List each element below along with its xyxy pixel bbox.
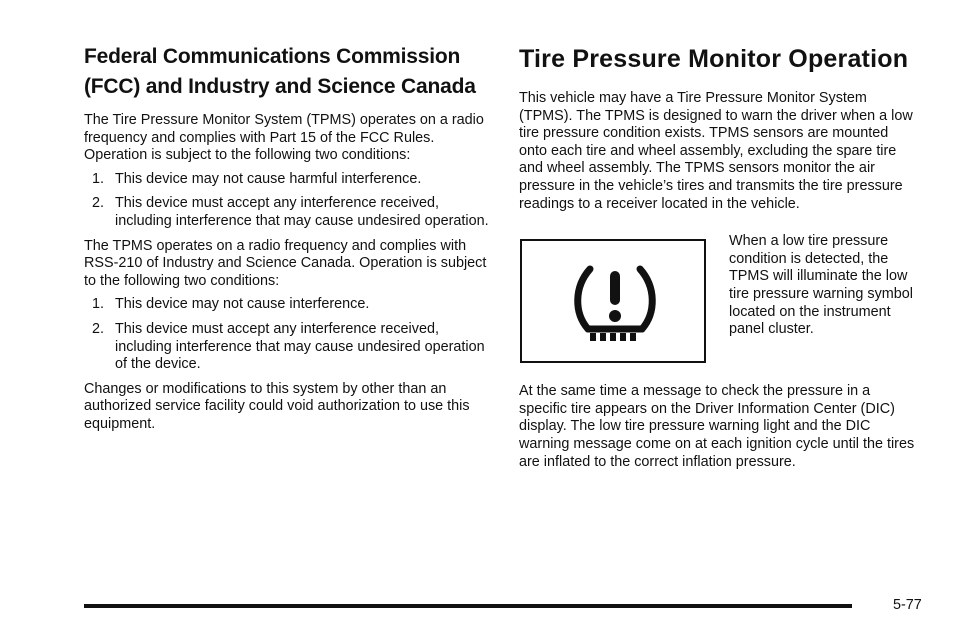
- list-item-text: This device may not cause interference.: [115, 296, 370, 313]
- fcc-conditions-list: [84, 171, 494, 231]
- closing-paragraph: Changes or modifications to this system by other than an authorized service facility could void authorization to use this equipment.: [84, 380, 470, 432]
- list-item-number: 1.: [92, 296, 105, 313]
- footer-divider: [84, 604, 852, 608]
- list-item-number: 2.: [92, 320, 105, 337]
- tpms-intro-paragraph: This vehicle may have a Tire Pressure Monitor System (TPMS). The TPMS is designed to warn the driver when a low tire pressure condition exists. TPMS sensors are mounted onto each tire and wheel assembly, excluding the spare tire and wheel assembly. The TPMS sensors monitor the air pressure in the vehicle’s tires and transmits the tire pressure readings to a receiver located in the vehicle.: [519, 90, 913, 212]
- list-item: [84, 296, 494, 314]
- tpms-figure-caption: When a low tire pressure condition is detected, the TPMS will illuminate the low tire pressure warning symbol located on the instrument panel cluster.: [729, 233, 913, 338]
- page-number: 5-77: [893, 597, 922, 613]
- tire-pressure-warning-icon: [570, 261, 660, 345]
- tpms-outro-paragraph: At the same time a message to check the pressure in a specific tire appears on the Driver Information Center (DIC) display. The low tire pressure warning light and the DIC warning message come on at each ignition cycle until the tires are inflated to the correct inflation pressure.: [519, 383, 915, 470]
- fcc-heading: Federal Communications Commission (FCC) and Industry and Science Canada: [84, 45, 476, 98]
- tpms-figure-row: [519, 233, 919, 373]
- list-item-number: 2.: [92, 195, 105, 212]
- rss-paragraph: The TPMS operates on a radio frequency and complies with RSS-210 of Industry and Science Canada. Operation is subject to the following two conditions:: [84, 237, 487, 289]
- rss-conditions-list: [84, 296, 494, 373]
- right-column: [519, 42, 919, 471]
- list-item: [84, 195, 494, 230]
- list-item: [84, 171, 494, 189]
- tpms-symbol-figure: [520, 239, 706, 363]
- list-item-text: This device must accept any interference received, including interference that may cause undesired operation.: [115, 195, 489, 229]
- left-column: [84, 42, 494, 434]
- list-item-text: This device may not cause harmful interference.: [115, 170, 422, 187]
- list-item-number: 1.: [92, 170, 105, 187]
- list-item-text: This device must accept any interference received, including interference that may cause undesired operation of the device.: [115, 320, 485, 373]
- tpms-heading: Tire Pressure Monitor Operation: [519, 45, 909, 73]
- fcc-intro-paragraph: The Tire Pressure Monitor System (TPMS) operates on a radio frequency and complies with Part 15 of the FCC Rules. Operation is subject to the following two conditions:: [84, 112, 484, 164]
- list-item: [84, 321, 494, 374]
